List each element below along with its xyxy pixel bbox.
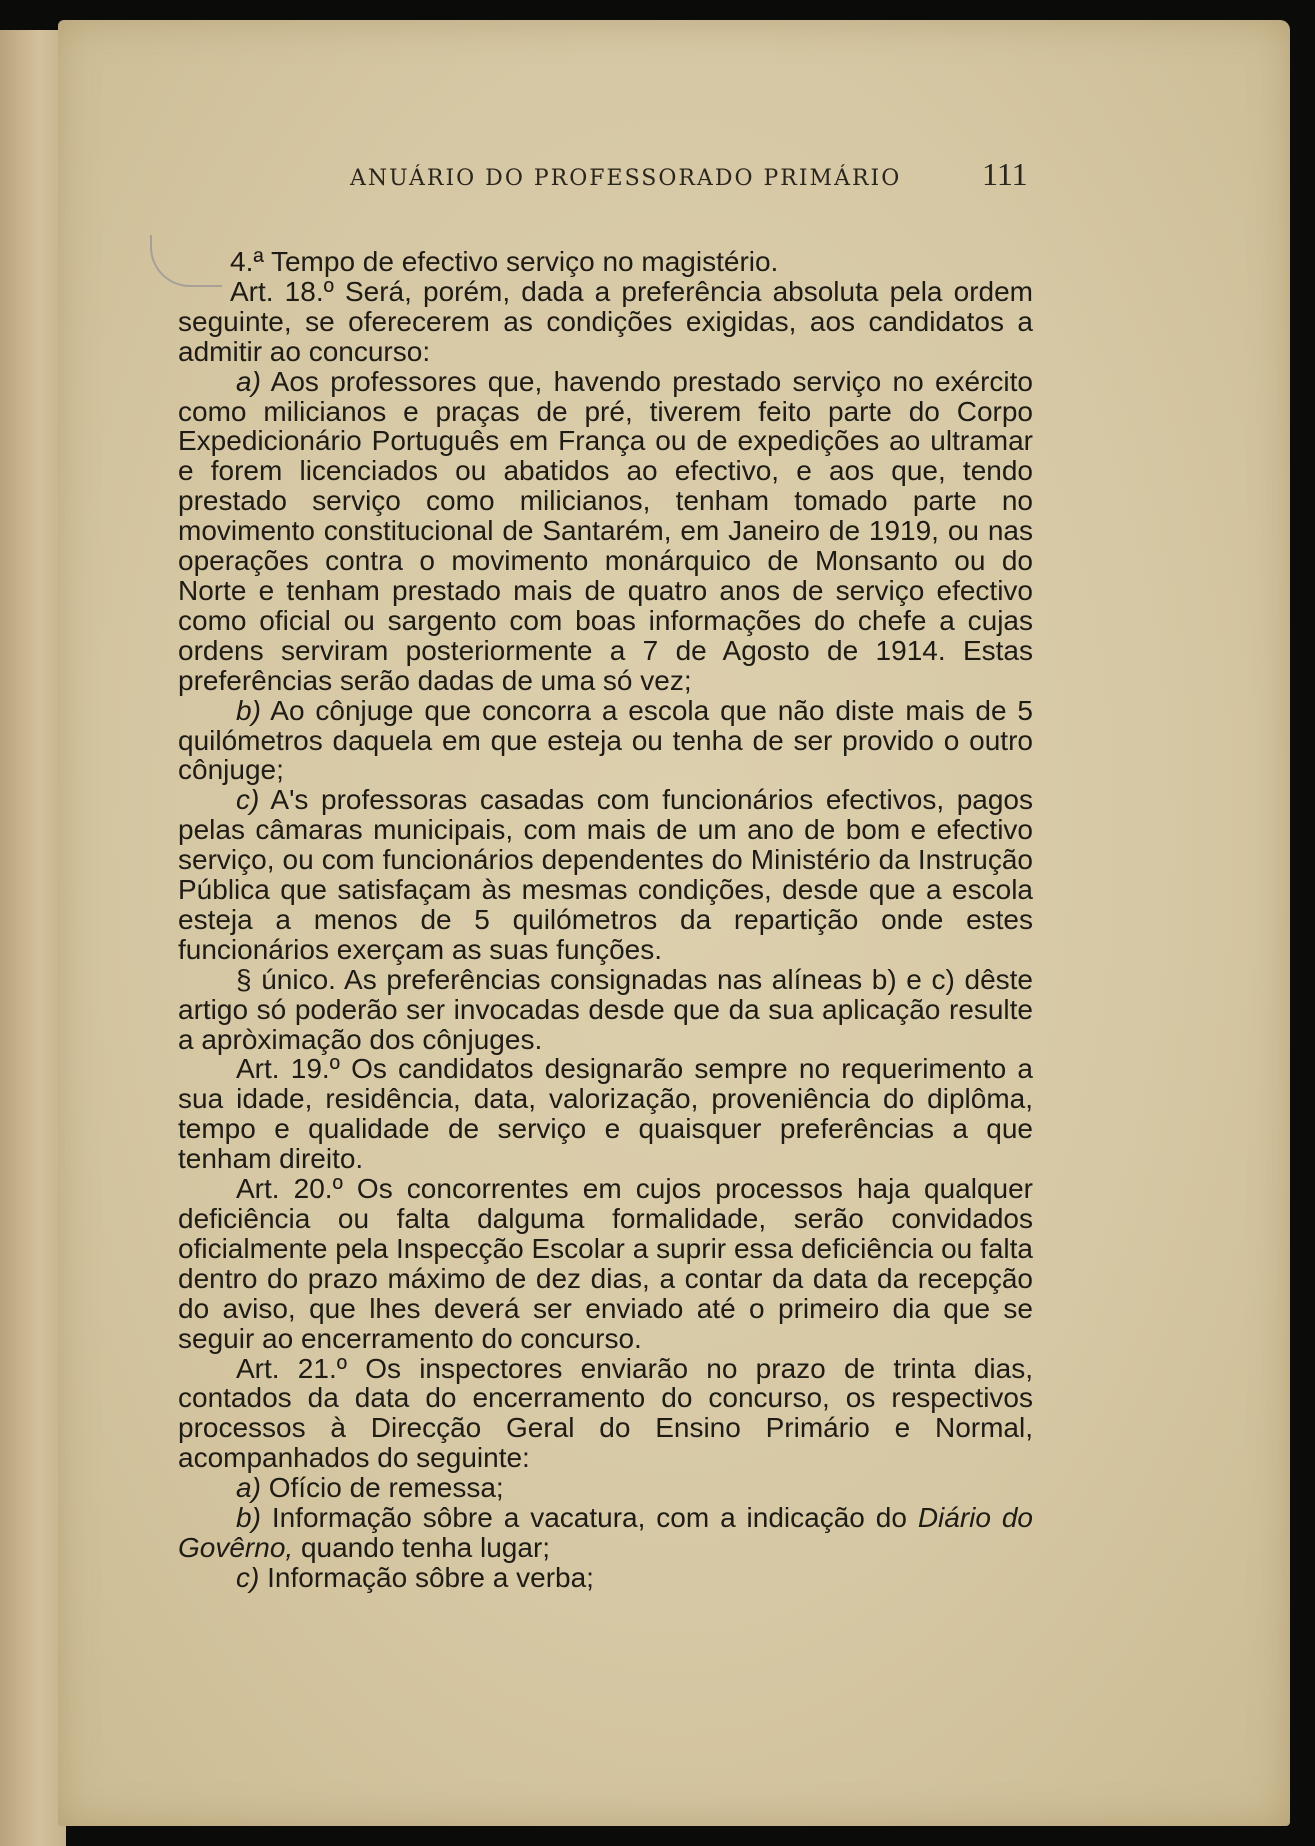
book-spine-edge (0, 30, 66, 1846)
paragraph: c) A's professoras casadas com funcionários efectivos, pagos pelas câmaras municipais, com mais de um ano de bom e efectivo serviço, ou com funcionários dependentes do Ministério da Instrução Pública que satisfaçam às mesmas condições, desde que a escola esteja a menos de 5 quilómetros da repartição onde estes funcionários exerçam as suas funções. (178, 784, 1034, 965)
paragraph: Art. 20.º Os concorrentes em cujos processos haja qualquer deficiência ou falta dalguma formalidade, serão convidados oficialmente pela Inspecção Escolar a suprir essa deficiência ou falta dentro do prazo máximo de dez dias, a contar da data da recepção do aviso, que lhes deverá ser enviado até o primeiro dia que se seguir ao encerramento do concurso. (178, 1173, 1033, 1354)
paragraph: c) Informação sôbre a verba; (236, 1561, 594, 1593)
paragraph: a) Ofício de remessa; (236, 1472, 504, 1504)
item-marker: b) (236, 694, 261, 726)
item-marker: b) (236, 1502, 261, 1534)
item-marker: c) (236, 1561, 260, 1593)
paragraph: § único. As preferências consignadas nas alíneas b) e c) dêste artigo só poderão ser invocadas desde que da sua aplicação resulte a apròximação dos cônjuges. (178, 963, 1033, 1055)
paragraph: b) Ao cônjuge que concorra a escola que não diste mais de 5 quilómetros daquela em que esteja ou tenha de ser provido o outro cônjuge; (178, 694, 1034, 786)
page-number: 111 (982, 156, 1028, 192)
page-body (178, 247, 1033, 1593)
paragraph: b) Informação sôbre a vacatura, com a indicação do Diário do Govêrno, quando tenha lugar; (178, 1502, 1033, 1563)
paragraph: 4.ª Tempo de efectivo serviço no magistério. (230, 246, 779, 277)
running-title: ANUÁRIO DO PROFESSORADO PRIMÁRIO (350, 166, 902, 191)
paragraph: Art. 18.º Será, porém, dada a preferência absoluta pela ordem seguinte, se oferecerem as condições exigidas, aos candidatos a admitir ao concurso: (178, 275, 1033, 367)
item-marker: a) (236, 365, 261, 397)
paragraph: Art. 19.º Os candidatos designarão sempre no requerimento a sua idade, residência, data, valorização, proveniência do diplôma, tempo e qualidade de serviço e quaisquer preferências a que tenham direito. (178, 1053, 1033, 1175)
paragraph: Art. 21.º Os inspectores enviarão no prazo de trinta dias, contados da data do encerramento do concurso, os respectivos processos à Direcção Geral do Ensino Primário e Normal, acompanhados do seguinte: (178, 1352, 1033, 1474)
paragraph: a) Aos professores que, havendo prestado serviço no exército como milicianos e praças de pré, tiverem feito parte do Corpo Expedicionário Português em França ou de expedições ao ultramar e forem licenciados ou abatidos ao efectivo, e aos que, tendo prestado serviço como milicianos, tenham tomado parte no movimento constitucional de Santarém, em Janeiro de 1919, ou nas operações contra o movimento monárquico de Monsanto ou do Norte e tenham prestado mais de quatro anos de serviço efectivo como oficial ou sargento com boas informações do chefe a cujas ordens serviram posteriormente a 7 de Agosto de 1914. Estas preferências serão dadas de uma só vez; (178, 365, 1033, 696)
item-marker: c) (236, 784, 260, 816)
item-marker: a) (236, 1472, 261, 1504)
